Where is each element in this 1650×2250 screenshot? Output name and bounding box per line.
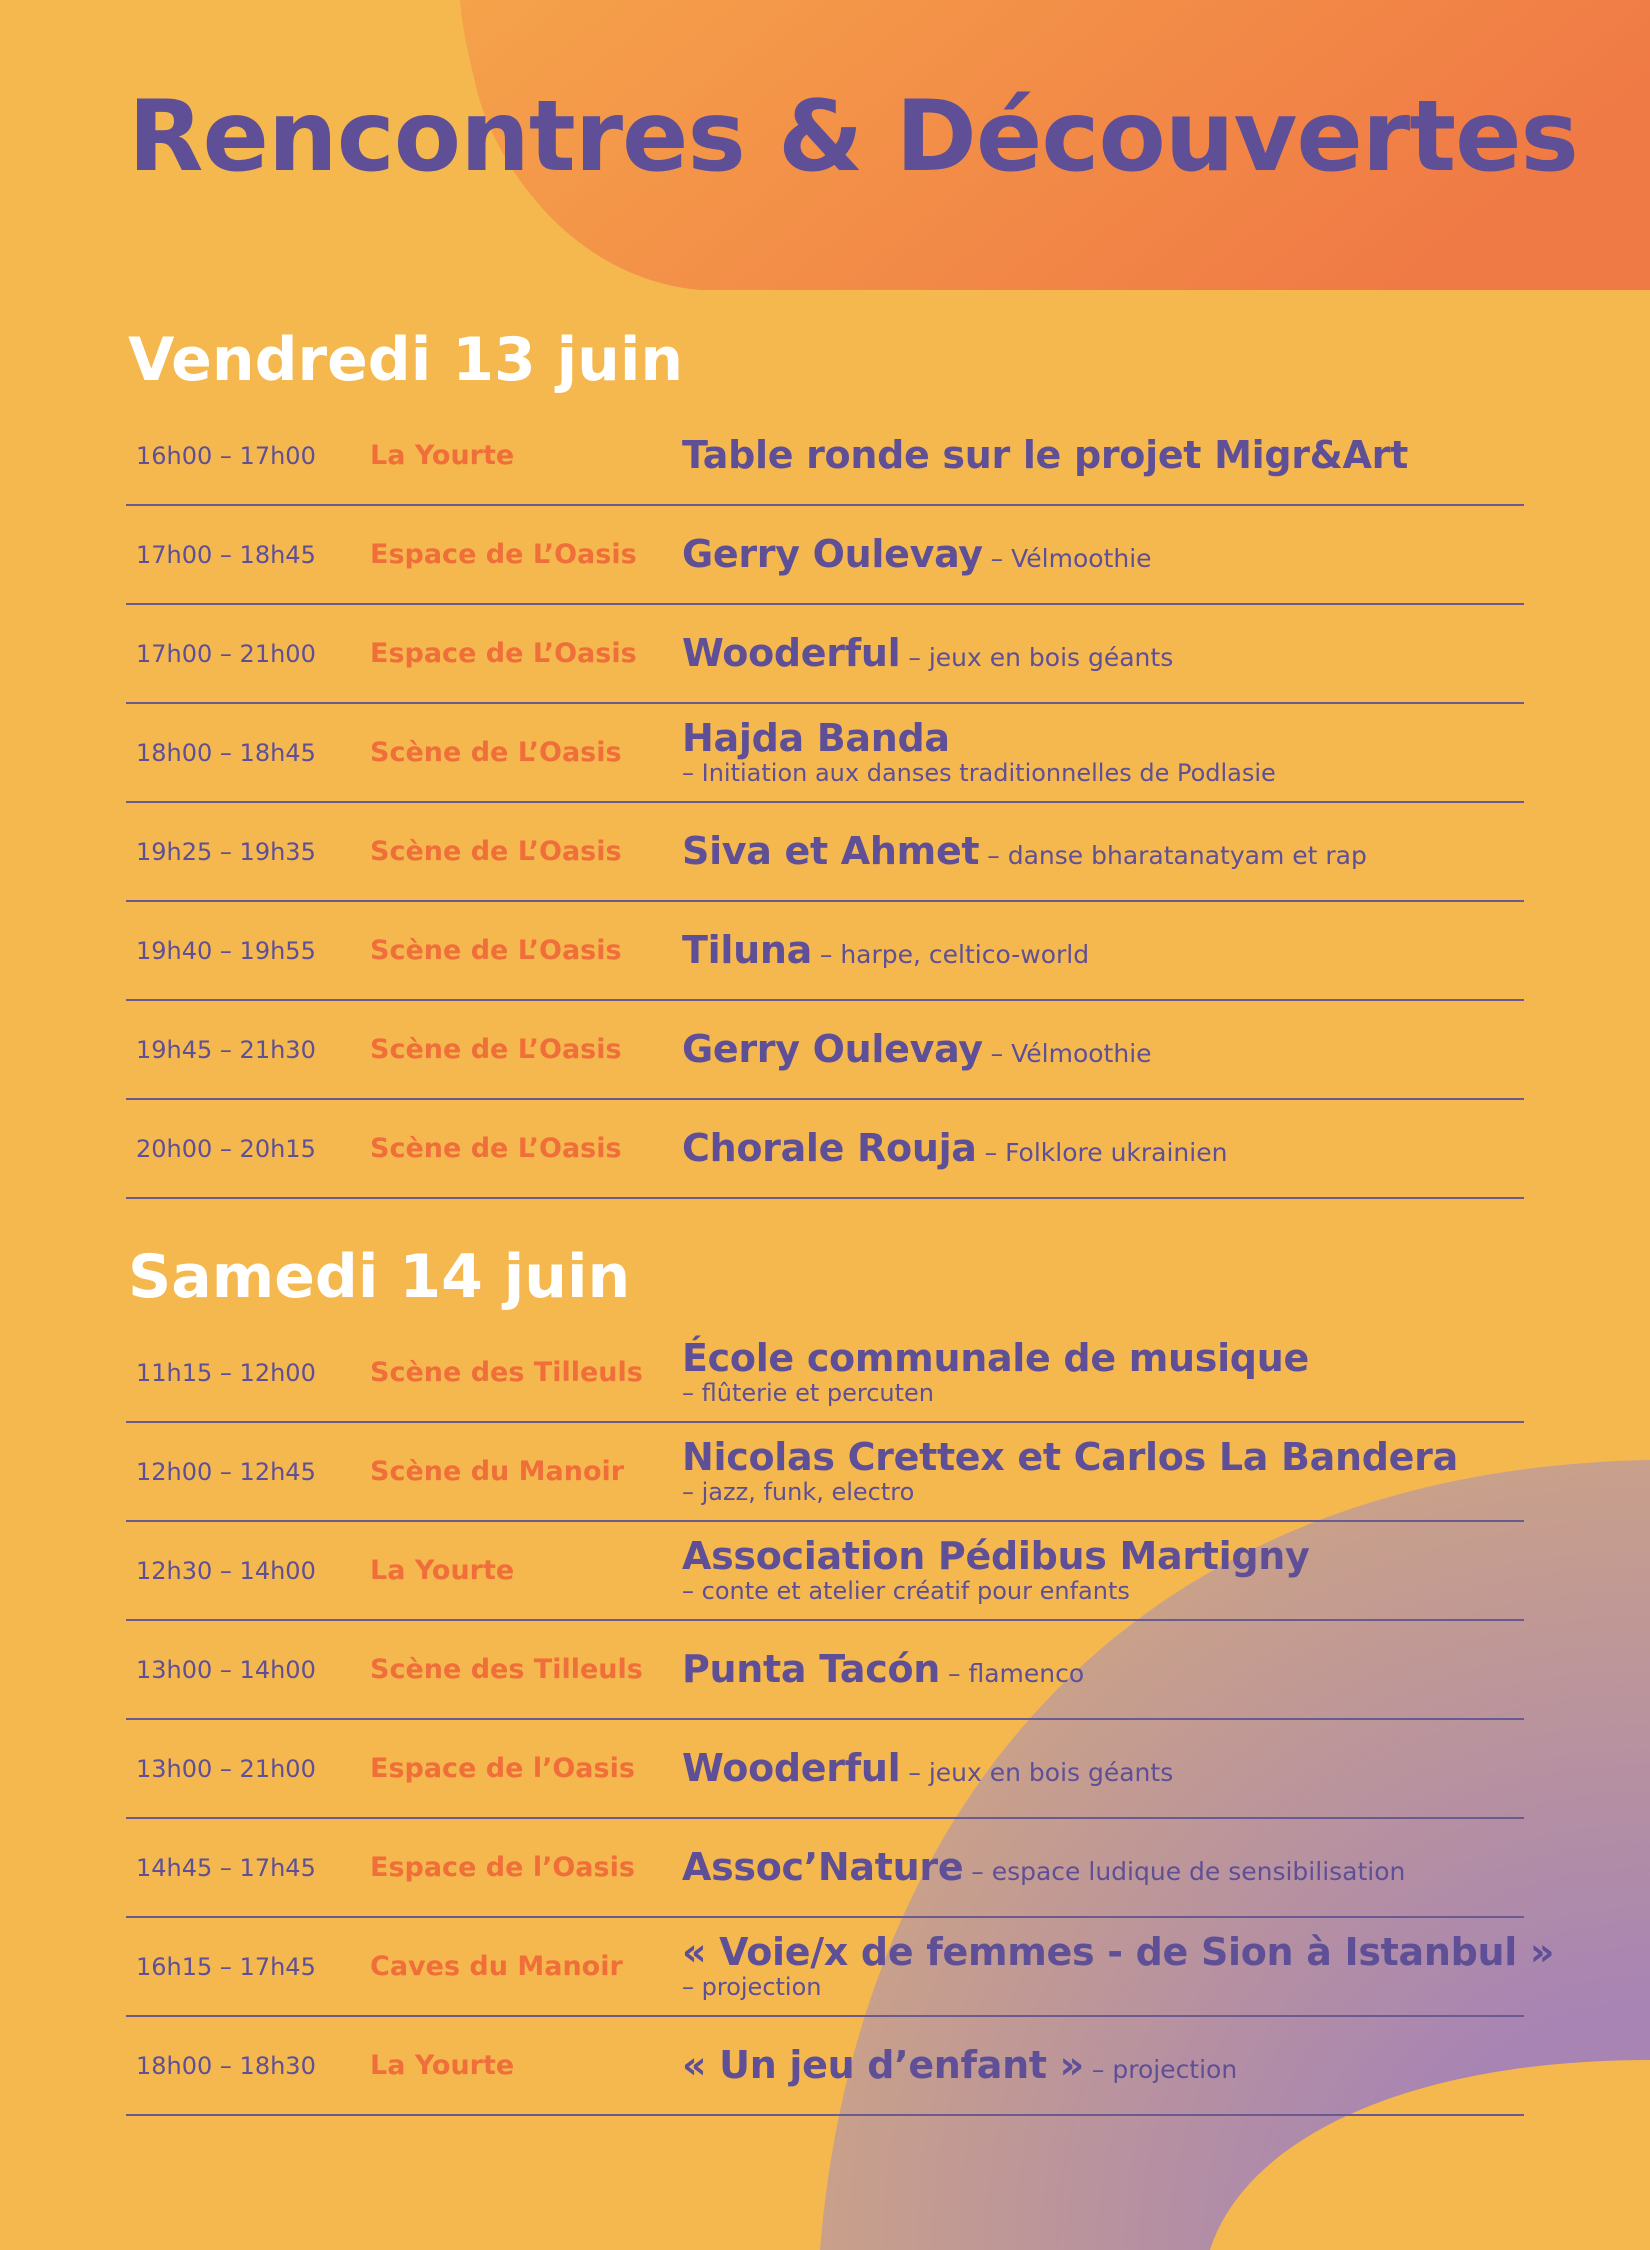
event-separator: – [1083,2054,1113,2084]
event-separator: – [940,1658,969,1688]
event-name: « Voie/x de femmes - de Sion à Istanbul » [682,1929,1555,1974]
event-time: 17h00 – 18h45 [136,540,316,569]
day-title-saturday: Samedi 14 juin [128,1242,631,1312]
schedule-row [126,704,1524,803]
schedule-row [126,1100,1524,1199]
event-description: – conte et atelier créatif pour enfants [682,1576,1130,1605]
event-venue: Caves du Manoir [370,1951,623,1982]
event-separator: – [982,543,1012,573]
event-separator: – [976,1137,1006,1167]
event-venue: Scène de L’Oasis [370,1133,622,1164]
event-name: Chorale Rouja [682,1125,977,1170]
event-venue: Scène des Tilleuls [370,1654,643,1685]
event-description: danse bharatanatyam et rap [1007,840,1367,870]
schedule-row [126,1720,1524,1819]
event-venue: Scène des Tilleuls [370,1357,643,1388]
event-description: jeux en bois géants [928,642,1174,672]
event-details [682,1522,1524,1619]
event-time: 19h45 – 21h30 [136,1035,316,1064]
event-details [682,1720,1524,1817]
schedule-row [126,1621,1524,1720]
event-time: 19h40 – 19h55 [136,936,316,965]
event-separator: – [979,840,1008,870]
event-description: projection [1112,2054,1238,2084]
event-details [682,1621,1524,1718]
event-separator: – [811,939,841,969]
event-description: jeux en bois géants [928,1757,1174,1787]
schedule-row [126,407,1524,506]
event-details [682,1324,1524,1421]
event-details [682,1423,1524,1520]
schedule-row [126,506,1524,605]
schedule-row [126,1918,1555,2017]
schedule-row [126,1001,1524,1100]
event-name: Assoc’Nature [682,1844,964,1889]
event-details [682,902,1524,999]
event-time: 14h45 – 17h45 [136,1853,316,1882]
event-details [682,506,1524,603]
event-separator: – [982,1038,1012,1068]
event-name: Gerry Oulevay [682,531,983,576]
event-description: – Initiation aux danses traditionnelles de Podlasie [682,758,1276,787]
event-venue: La Yourte [370,440,515,471]
event-name: Siva et Ahmet [682,828,980,873]
event-details [682,1819,1524,1916]
event-details [682,1100,1524,1197]
event-name: Wooderful [682,1745,901,1790]
event-time: 16h15 – 17h45 [136,1952,316,1981]
event-venue: Scène de L’Oasis [370,1034,622,1065]
event-name: Nicolas Crettex et Carlos La Bandera [682,1434,1458,1479]
schedule-row [126,1522,1524,1621]
event-details [682,1918,1555,2015]
event-venue: Scène du Manoir [370,1456,625,1487]
event-description: – projection [682,1972,822,2001]
event-details [682,407,1524,504]
event-name: Hajda Banda [682,715,950,760]
event-venue: Espace de l’Oasis [370,1852,635,1883]
schedule-row [126,803,1524,902]
event-time: 11h15 – 12h00 [136,1358,316,1387]
event-name: Association Pédibus Martigny [682,1533,1310,1578]
event-name: Wooderful [682,630,901,675]
event-details [682,2017,1524,2114]
event-time: 12h00 – 12h45 [136,1457,316,1486]
event-description: Vélmoothie [1011,543,1152,573]
event-name: Punta Tacón [682,1646,941,1691]
event-name: École communale de musique [682,1335,1309,1380]
event-venue: La Yourte [370,1555,515,1586]
event-description: – flûterie et percuten [682,1378,934,1407]
event-description: espace ludique de sensibilisation [991,1856,1406,1886]
event-description: flamenco [968,1658,1085,1688]
event-time: 18h00 – 18h45 [136,738,316,767]
schedule-row [126,1423,1524,1522]
event-details [682,1001,1524,1098]
event-details [682,704,1524,801]
day-title-friday: Vendredi 13 juin [128,325,684,395]
event-name: « Un jeu d’enfant » [682,2042,1084,2087]
event-venue: Scène de L’Oasis [370,935,622,966]
event-details [682,605,1524,702]
event-time: 18h00 – 18h30 [136,2051,316,2080]
event-name: Gerry Oulevay [682,1026,983,1071]
schedule-row [126,1819,1524,1918]
event-separator: – [900,1757,929,1787]
event-time: 19h25 – 19h35 [136,837,316,866]
schedule-row [126,2017,1524,2116]
event-separator: – [900,642,929,672]
event-venue: Scène de L’Oasis [370,836,622,867]
schedule-saturday [126,1324,1555,2116]
schedule-row [126,902,1524,1001]
event-venue: Scène de L’Oasis [370,737,622,768]
event-time: 16h00 – 17h00 [136,441,316,470]
event-venue: Espace de L’Oasis [370,638,637,669]
event-separator: – [963,1856,992,1886]
event-venue: Espace de L’Oasis [370,539,637,570]
schedule-row [126,605,1524,704]
schedule-row [126,1324,1524,1423]
event-time: 13h00 – 21h00 [136,1754,316,1783]
event-name: Table ronde sur le projet Migr&Art [682,432,1408,477]
schedule-friday [126,407,1524,1199]
event-venue: La Yourte [370,2050,515,2081]
event-description: Folklore ukrainien [1005,1137,1228,1167]
event-venue: Espace de l’Oasis [370,1753,635,1784]
event-time: 12h30 – 14h00 [136,1556,316,1585]
event-time: 17h00 – 21h00 [136,639,316,668]
event-time: 13h00 – 14h00 [136,1655,316,1684]
event-description: – jazz, funk, electro [682,1477,915,1506]
event-description: Vélmoothie [1011,1038,1152,1068]
event-description: harpe, celtico-world [840,939,1090,969]
page-title: Rencontres & Découvertes [128,80,1578,194]
event-details [682,803,1524,900]
event-time: 20h00 – 20h15 [136,1134,316,1163]
event-name: Tiluna [682,927,812,972]
